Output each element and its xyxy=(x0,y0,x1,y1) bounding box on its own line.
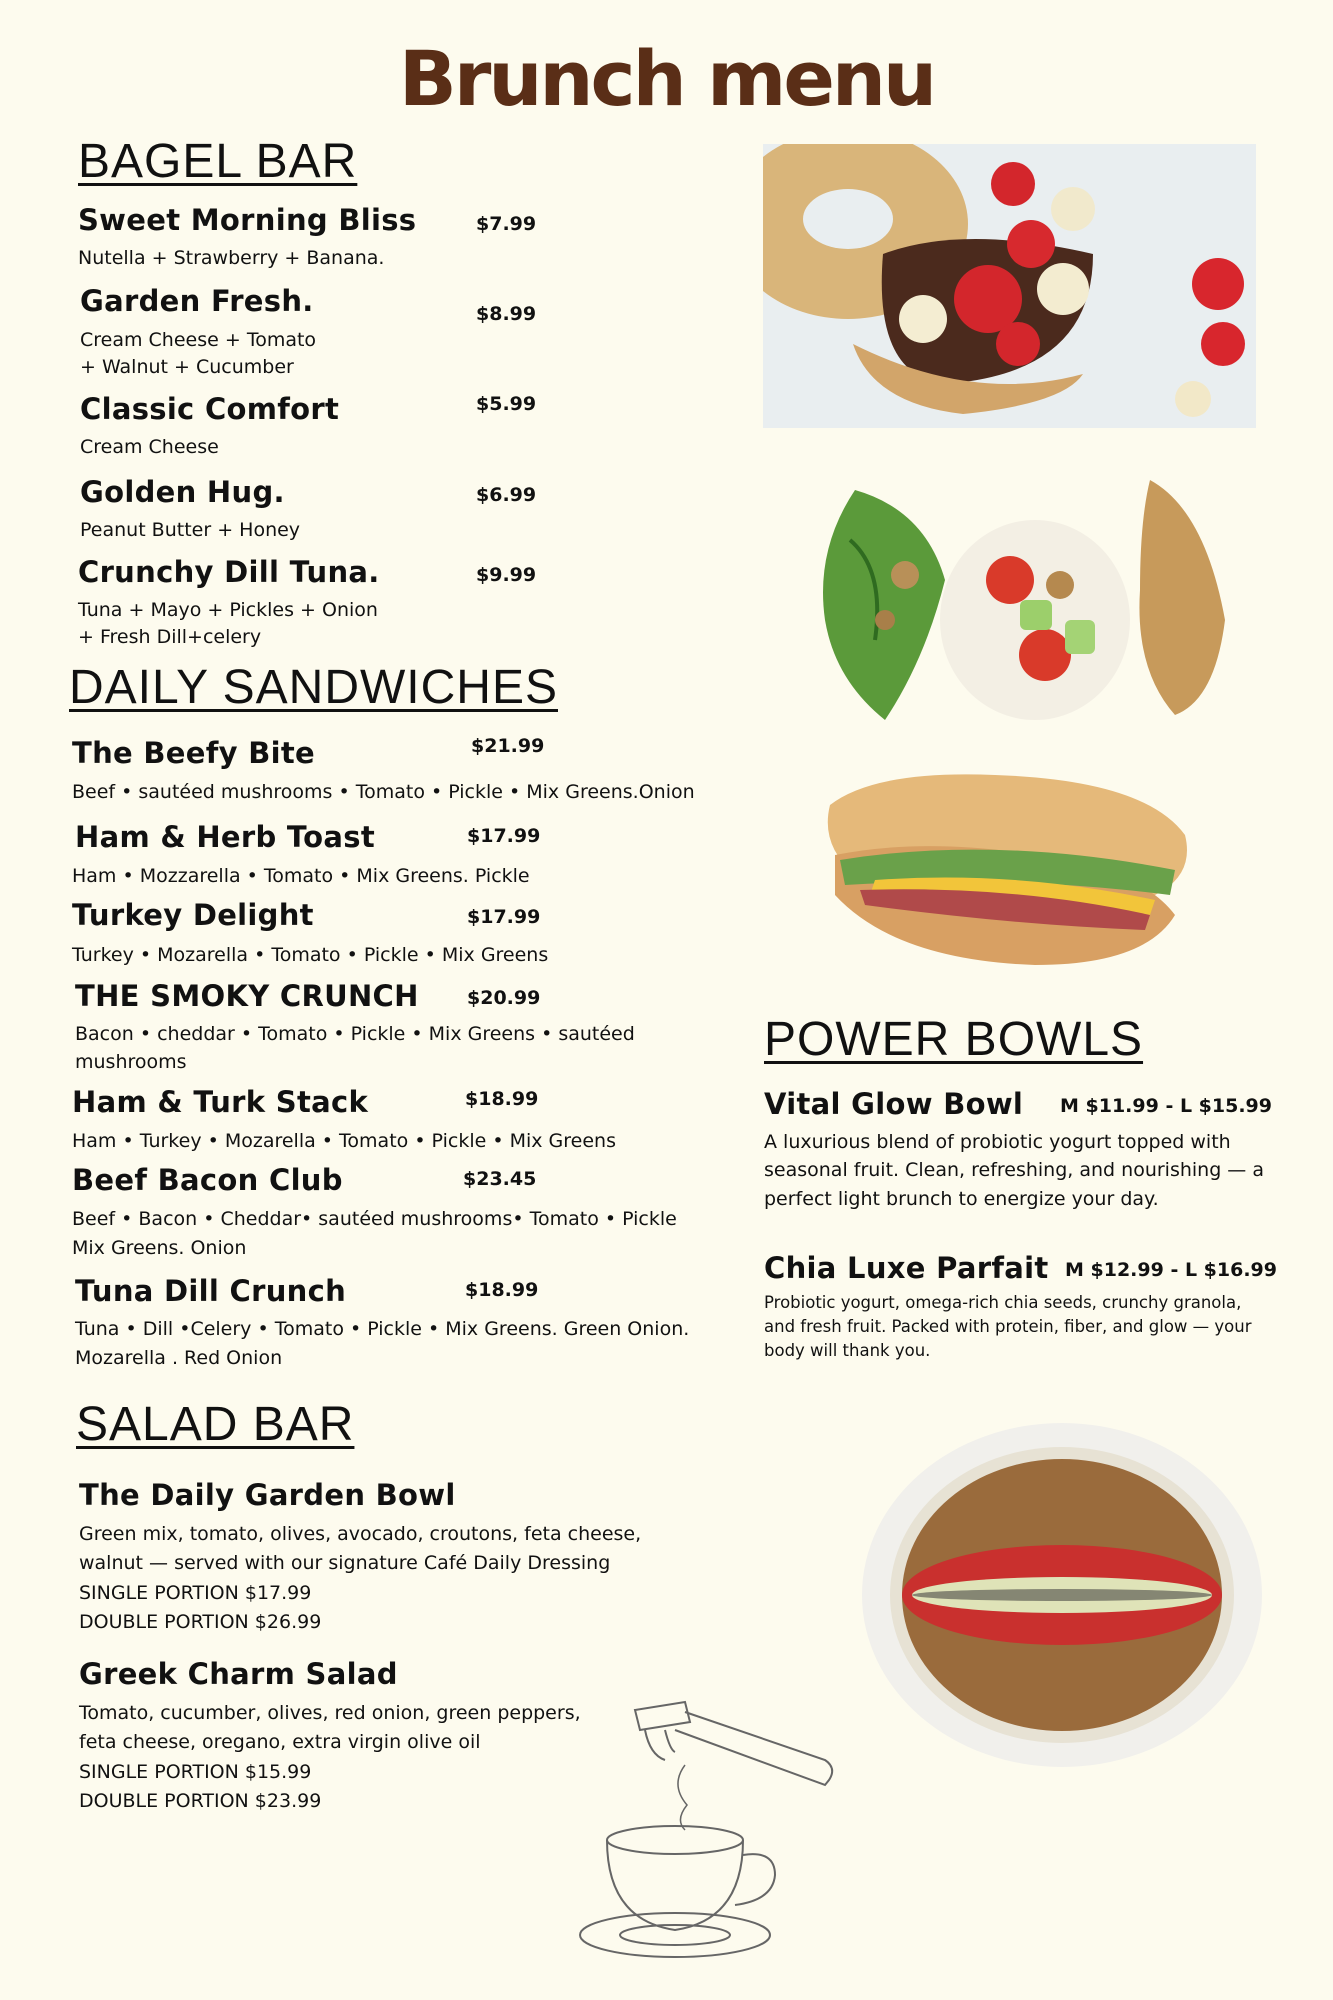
section-heading-salad-bar: SALAD BAR xyxy=(76,1398,355,1451)
item-desc: walnut — served with our signature Café Daily Dressing xyxy=(79,1552,611,1574)
item-desc: body will thank you. xyxy=(764,1341,931,1360)
item-desc: seasonal fruit. Clean, refreshing, and nourishing — a xyxy=(764,1159,1264,1181)
item-desc: Ham • Mozzarella • Tomato • Mix Greens. Pickle xyxy=(72,865,530,887)
item-desc: Beef • sautéed mushrooms • Tomato • Pickle • Mix Greens.Onion xyxy=(72,781,695,803)
item-desc: + Fresh Dill+celery xyxy=(78,626,262,648)
item-desc: Peanut Butter + Honey xyxy=(80,519,301,541)
item-price: DOUBLE PORTION $26.99 xyxy=(79,1611,322,1633)
item-name: The Daily Garden Bowl xyxy=(79,1478,456,1512)
item-price: $7.99 xyxy=(476,213,537,235)
sub-sandwich-photo xyxy=(815,765,1200,975)
item-desc: Ham • Turkey • Mozarella • Tomato • Pickle • Mix Greens xyxy=(72,1130,616,1152)
item-desc: feta cheese, oregano, extra virgin olive oil xyxy=(79,1731,481,1753)
item-price: DOUBLE PORTION $23.99 xyxy=(79,1790,322,1812)
item-price: SINGLE PORTION $15.99 xyxy=(79,1761,312,1783)
item-desc: Mix Greens. Onion xyxy=(72,1237,247,1259)
item-price: $6.99 xyxy=(476,484,537,506)
item-desc: mushrooms xyxy=(75,1051,187,1073)
item-desc: A luxurious blend of probiotic yogurt topped with xyxy=(764,1131,1231,1153)
item-desc: Bacon • cheddar • Tomato • Pickle • Mix Greens • sautéed xyxy=(75,1023,635,1045)
item-name: Greek Charm Salad xyxy=(79,1657,398,1691)
item-desc: Nutella + Strawberry + Banana. xyxy=(78,247,385,269)
item-name: Chia Luxe Parfait xyxy=(764,1251,1049,1285)
item-name: Classic Comfort xyxy=(80,392,340,426)
item-price: $8.99 xyxy=(476,303,537,325)
item-price: $21.99 xyxy=(471,735,545,757)
item-price: $17.99 xyxy=(467,825,541,847)
item-desc: Beef • Bacon • Cheddar• sautéed mushrooms• Tomato • Pickle xyxy=(72,1208,677,1230)
item-price: $20.99 xyxy=(467,987,541,1009)
yogurt-bowl-photo xyxy=(860,1420,1265,1770)
item-name: Turkey Delight xyxy=(72,898,314,932)
item-name: Golden Hug. xyxy=(80,475,285,509)
item-name: Sweet Morning Bliss xyxy=(78,203,417,237)
item-name: Ham & Herb Toast xyxy=(75,820,375,854)
bagel-garden-fresh-photo xyxy=(795,470,1255,740)
item-desc: Cream Cheese + Tomato xyxy=(80,329,317,351)
item-name: Ham & Turk Stack xyxy=(72,1085,369,1119)
item-price: M $12.99 - L $16.99 xyxy=(1065,1259,1277,1281)
bagel-strawberry-banana-photo xyxy=(763,144,1256,428)
espresso-cup-sketch xyxy=(575,1690,835,1970)
item-name: Beef Bacon Club xyxy=(72,1163,343,1197)
item-desc: Tomato, cucumber, olives, red onion, green peppers, xyxy=(79,1702,581,1724)
item-name: Tuna Dill Crunch xyxy=(75,1274,347,1308)
section-heading-bagel-bar: BAGEL BAR xyxy=(78,135,358,188)
item-price: $23.45 xyxy=(463,1168,537,1190)
page-title: Brunch menu xyxy=(398,34,935,123)
section-heading-power-bowls: POWER BOWLS xyxy=(764,1013,1144,1066)
item-price: $17.99 xyxy=(467,906,541,928)
item-desc: perfect light brunch to energize your day. xyxy=(764,1188,1159,1210)
item-price: $9.99 xyxy=(476,564,537,586)
item-price: $18.99 xyxy=(465,1088,539,1110)
item-desc: Tuna • Dill •Celery • Tomato • Pickle • Mix Greens. Green Onion. xyxy=(75,1318,690,1340)
item-desc: Cream Cheese xyxy=(80,436,219,458)
item-name: Vital Glow Bowl xyxy=(764,1087,1024,1121)
item-name: The Beefy Bite xyxy=(72,736,316,770)
item-desc: and fresh fruit. Packed with protein, fiber, and glow — your xyxy=(764,1317,1252,1336)
item-name: Crunchy Dill Tuna. xyxy=(78,555,380,589)
section-heading-daily-sandwiches: DAILY SANDWICHES xyxy=(69,661,558,714)
item-desc: + Walnut + Cucumber xyxy=(80,356,294,378)
item-price: $5.99 xyxy=(476,393,537,415)
item-price: $18.99 xyxy=(465,1279,539,1301)
item-desc: Tuna + Mayo + Pickles + Onion xyxy=(78,599,378,621)
item-desc: Mozarella . Red Onion xyxy=(75,1347,283,1369)
item-price: M $11.99 - L $15.99 xyxy=(1060,1095,1272,1117)
item-price: SINGLE PORTION $17.99 xyxy=(79,1582,312,1604)
item-name: THE SMOKY CRUNCH xyxy=(75,979,419,1013)
item-desc: Turkey • Mozarella • Tomato • Pickle • Mix Greens xyxy=(72,944,549,966)
item-desc: Green mix, tomato, olives, avocado, croutons, feta cheese, xyxy=(79,1523,642,1545)
item-desc: Probiotic yogurt, omega-rich chia seeds, crunchy granola, xyxy=(764,1293,1242,1312)
item-name: Garden Fresh. xyxy=(80,284,314,318)
